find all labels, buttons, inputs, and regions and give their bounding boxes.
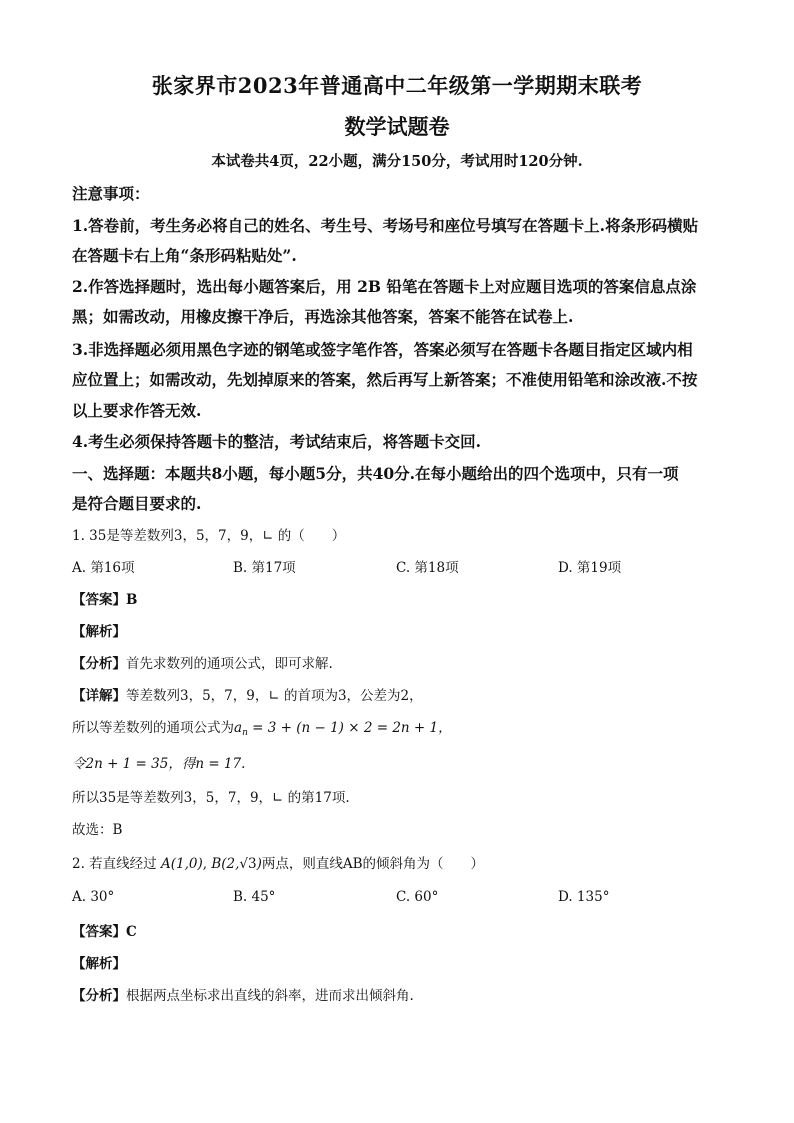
q2-answer: 【答案】C xyxy=(72,924,137,940)
general-formula: = 3 + (n − 1) × 2 = 2n + 1， xyxy=(252,720,452,736)
q1-option-a: A. 第16项 xyxy=(72,560,135,576)
exam-title: 张家界市2023年普通高中二年级第一学期期末联考 xyxy=(151,73,643,98)
notes-line: 4.考生必须保持答题卡的整洁，考试结束后，将答题卡交回. xyxy=(72,432,482,451)
a-n-symbol: $a_n$ xyxy=(234,720,248,738)
q1-general-formula xyxy=(72,716,452,738)
q2-analysis-label: 【解析】 xyxy=(72,956,126,972)
question-2-stem: 2. 若直线经过 A(1,0), B(2,√3)两点，则直线AB的倾斜角为（ ） xyxy=(72,856,485,872)
xiangjie-tag: 【详解】 xyxy=(72,688,126,704)
notes-line: 3.非选择题必须用黑色字迹的钢笔或签字笔作答，答案必须写在答题卡各题目指定区域内相 xyxy=(72,340,693,359)
point-b-suffix: ) xyxy=(256,856,262,872)
section-heading: 一、选择题：本题共8小题，每小题5分，共40分.在每小题给出的四个选项中，只有一项 xyxy=(72,464,679,483)
q1-option-b: B. 第17项 xyxy=(233,560,296,576)
exam-subtitle: 数学试题卷 xyxy=(344,114,450,139)
notes-heading: 注意事项： xyxy=(72,184,150,203)
fenxi-text: 首先求数列的通项公式，即可求解. xyxy=(126,656,333,672)
notes-line: 以上要求作答无效. xyxy=(72,401,202,420)
q1-choose: 故选：B xyxy=(72,822,123,838)
point-b-prefix: B(2, xyxy=(211,856,240,872)
point-a: A(1,0) xyxy=(160,856,203,872)
exam-info: 本试卷共4页，22小题，满分150分，考试用时120分钟. xyxy=(211,153,583,170)
notes-line: 黑；如需改动，用橡皮擦干净后，再选涂其他答案，答案不能答在试卷上. xyxy=(72,307,574,326)
q1-let-line: 令2n + 1 = 35，得n = 17. xyxy=(72,756,246,772)
fenxi-tag: 【分析】 xyxy=(72,988,126,1004)
xiangjie-text: 等差数列3，5，7，9，∟ 的首项为3，公差为2， xyxy=(126,688,423,704)
q2-option-b: B. 45° xyxy=(233,889,276,905)
q1-fenxi xyxy=(72,652,333,672)
notes-line: 应位置上；如需改动，先划掉原来的答案，然后再写上新答案；不准使用铅笔和涂改液.不按 xyxy=(72,370,698,389)
q1-option-d: D. 第19项 xyxy=(558,560,622,576)
fenxi-tag: 【分析】 xyxy=(72,656,126,672)
general-prefix: 所以等差数列的通项公式为 xyxy=(72,720,234,736)
q1-answer: 【答案】B xyxy=(72,592,138,608)
q2-stem-suffix: 两点，则直线AB的倾斜角为（ ） xyxy=(261,856,485,872)
section-heading-cont: 是符合题目要求的. xyxy=(72,494,202,513)
q2-stem-prefix: 2. 若直线经过 xyxy=(72,856,157,872)
fenxi-text: 根据两点坐标求出直线的斜率，进而求出倾斜角. xyxy=(126,988,414,1004)
notes-line: 2.作答选择题时，选出每小题答案后，用 2B 铅笔在答题卡上对应题目选项的答案信息点涂 xyxy=(72,277,697,296)
q1-option-c: C. 第18项 xyxy=(396,560,459,576)
q2-option-d: D. 135° xyxy=(558,889,610,905)
q1-analysis-label: 【解析】 xyxy=(72,624,126,640)
notes-line: 在答题卡右上角“条形码粘贴处”. xyxy=(72,246,297,265)
q1-xiangjie xyxy=(72,684,423,704)
question-1-stem: 1. 35是等差数列3，5，7，9，∟ 的（ ） xyxy=(72,528,346,544)
q2-option-c: C. 60° xyxy=(396,889,439,905)
sqrt-three: √3 xyxy=(239,856,257,872)
notes-line: 1.答卷前，考生务必将自己的姓名、考生号、考场号和座位号填写在答题卡上.将条形码横贴 xyxy=(72,216,699,235)
q2-option-a: A. 30° xyxy=(72,889,115,905)
q2-fenxi xyxy=(72,984,414,1004)
point-b xyxy=(211,856,262,872)
q1-conclusion: 所以35是等差数列3，5，7，9，∟ 的第17项. xyxy=(72,790,350,806)
